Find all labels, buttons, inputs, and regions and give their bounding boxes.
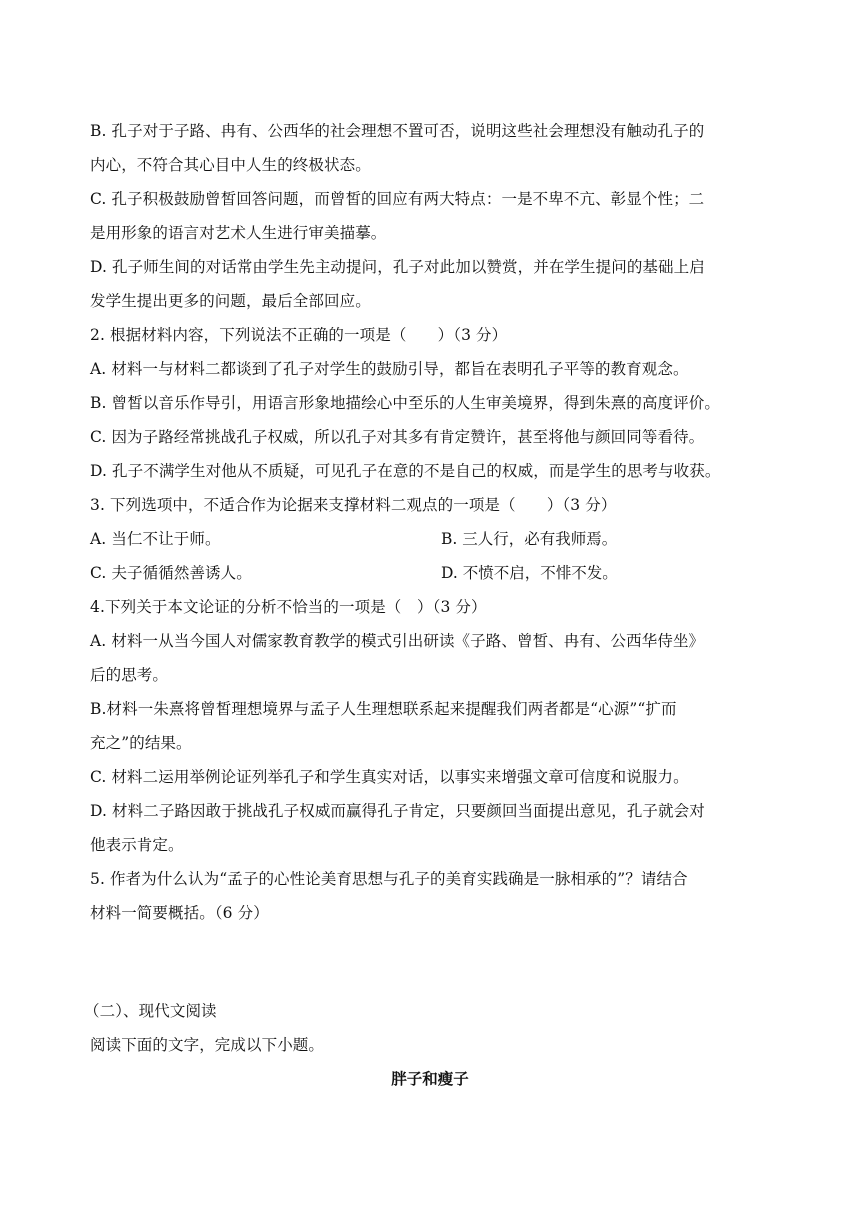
q5-line2: 材料一简要概括。（6 分）	[90, 904, 269, 922]
article-title: 胖子和瘦子	[391, 1069, 469, 1088]
q1-option-d-line1: D. 孔子师生间的对话常由学生先主动提问，孔子对此加以赞赏，并在学生提问的基础上启	[90, 258, 705, 276]
q1-option-b-line1: B. 孔子对于子路、冉有、公西华的社会理想不置可否，说明这些社会理想没有触动孔子的	[90, 122, 705, 140]
q1-option-b-line2: 内心，不符合其心目中人生的终极状态。	[90, 156, 371, 174]
q2-stem: 2. 根据材料内容，下列说法不正确的一项是（ ）（3 分）	[90, 326, 508, 344]
q1-option-c-line1: C. 孔子积极鼓励曾皙回答问题，而曾皙的回应有两大特点：一是不卑不亢、彰显个性；二	[90, 190, 705, 208]
q2-option-d: D. 孔子不满学生对他从不质疑，可见孔子在意的不是自己的权威，而是学生的思考与收获。	[90, 462, 721, 480]
section-heading: （二）、现代文阅读	[84, 1002, 217, 1020]
q2-option-b: B. 曾皙以音乐作导引，用语言形象地描绘心中至乐的人生审美境界，得到朱熹的高度评价。	[90, 394, 720, 412]
q2-option-a: A. 材料一与材料二都谈到了孔子对学生的鼓励引导，都旨在表明孔子平等的教育观念。	[90, 360, 689, 378]
q4-option-c: C. 材料二运用举例论证列举孔子和学生真实对话，以事实来增强文章可信度和说服力。	[90, 768, 689, 786]
q4-option-d-line2: 他表示肯定。	[90, 836, 184, 854]
q1-option-c-line2: 是用形象的语言对艺术人生进行审美描摹。	[90, 224, 387, 242]
q4-option-d-line1: D. 材料二子路因敢于挑战孔子权威而赢得孔子肯定，只要颜回当面提出意见，孔子就会对	[90, 802, 705, 820]
q4-option-a-line2: 后的思考。	[90, 666, 169, 684]
q4-option-b-line1: B.材料一朱熹将曾皙理想境界与孟子人生理想联系起来提醒我们两者都是“心源”“扩而	[90, 700, 677, 718]
q4-option-a-line1: A. 材料一从当今国人对儒家教育教学的模式引出研读《子路、曾皙、冉有、公西华侍坐》	[90, 632, 705, 650]
q5-line1: 5. 作者为什么认为“孟子的心性论美育思想与孔子的美育实践确是一脉相承的”？请结合	[90, 870, 688, 888]
q2-option-c: C. 因为子路经常挑战孔子权威，所以孔子对其多有肯定赞许，甚至将他与颜回同等看待。	[90, 428, 705, 446]
q4-stem: 4.下列关于本文论证的分析不恰当的一项是（ ）（3 分）	[90, 598, 487, 616]
q3-option-d: D. 不愤不启，不悱不发。	[441, 564, 618, 582]
q1-option-d-line2: 发学生提出更多的问题，最后全部回应。	[90, 292, 371, 310]
q4-option-b-line2: 充之”的结果。	[90, 734, 192, 752]
q3-option-b: B. 三人行，必有我师焉。	[441, 530, 618, 548]
section-instruction: 阅读下面的文字，完成以下小题。	[90, 1036, 325, 1054]
q3-option-a: A. 当仁不让于师。	[90, 530, 221, 548]
q3-option-c: C. 夫子循循然善诱人。	[90, 564, 252, 582]
q3-stem: 3. 下列选项中，不适合作为论据来支撑材料二观点的一项是（ ）（3 分）	[90, 496, 617, 514]
